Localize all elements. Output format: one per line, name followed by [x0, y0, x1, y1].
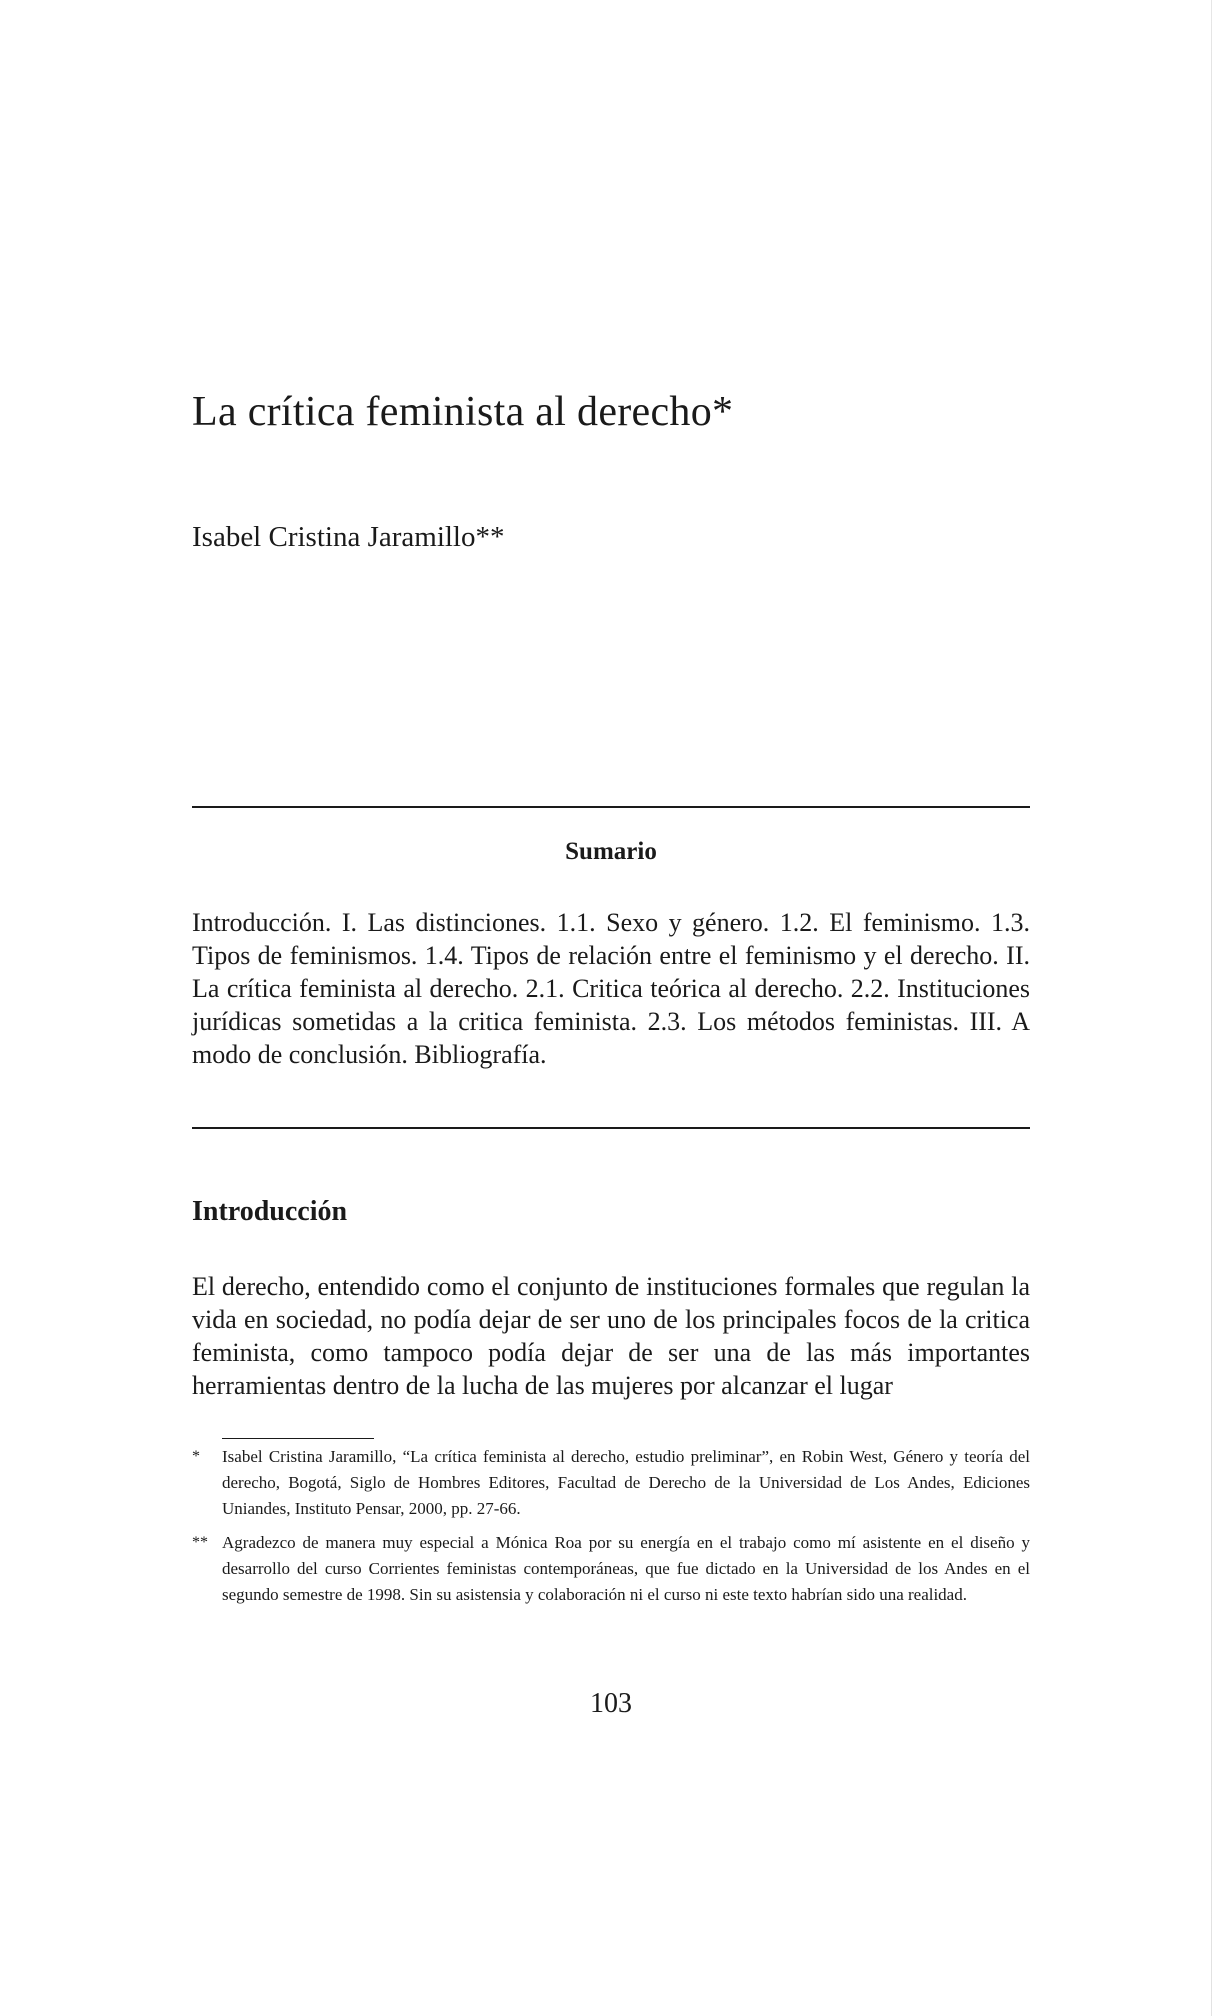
article-author: Isabel Cristina Jaramillo**	[192, 521, 505, 553]
page-number: 103	[590, 1688, 632, 1719]
sumario-top-rule	[192, 806, 1030, 808]
footnote-2-text: Agradezco de manera muy especial a Mónica Roa por su energía en el trabajo como mí asistente en el diseño y desarrollo del curso Corrientes feministas contemporáneas, que fue dictado en la Universidad de los Andes en el segundo semestre de 1998. Sin su asistensia y colaboración ni el curso ni este texto habrían sido una realidad.	[222, 1533, 1030, 1604]
page-edge-shadow	[1211, 0, 1212, 2016]
sumario-bottom-rule	[192, 1127, 1030, 1129]
section-heading-introduccion: Introducción	[192, 1196, 348, 1227]
footnote-2-mark: **	[192, 1534, 208, 1551]
introduccion-paragraph: El derecho, entendido como el conjunto de instituciones formales que regulan la vida en sociedad, no podía dejar de ser uno de los principales focos de la critica feminista, como tampoco podía dejar de ser una de las más importantes herramientas dentro de la lucha de las mujeres por alcanzar el lugar	[192, 1272, 1030, 1400]
footnote-1	[192, 1444, 1030, 1522]
footnote-1-mark: *	[192, 1448, 200, 1465]
footnote-1-text: Isabel Cristina Jaramillo, “La crítica feminista al derecho, estudio preliminar”, en Robin West, Género y teoría del derecho, Bogotá, Siglo de Hombres Editores, Facultad de Derecho de la Universidad de Los Andes, Ediciones Uniandes, Instituto Pensar, 2000, pp. 27-66.	[222, 1447, 1030, 1518]
sumario-text: Introducción. I. Las distinciones. 1.1. Sexo y género. 1.2. El feminismo. 1.3. Tipos de feminismos. 1.4. Tipos de relación entre el feminismo y el derecho. II. La crítica feminista al derecho. 2.1. Critica teórica al derecho. 2.2. Instituciones jurídicas sometidas a la critica feminista. 2.3. Los métodos feministas. III. A modo de conclusión. Bibliografía.	[192, 908, 1030, 1069]
sumario-heading: Sumario	[565, 838, 657, 865]
article-title: La crítica feminista al derecho*	[192, 389, 734, 435]
footnote-2	[192, 1530, 1030, 1608]
footnote-rule	[222, 1438, 374, 1439]
